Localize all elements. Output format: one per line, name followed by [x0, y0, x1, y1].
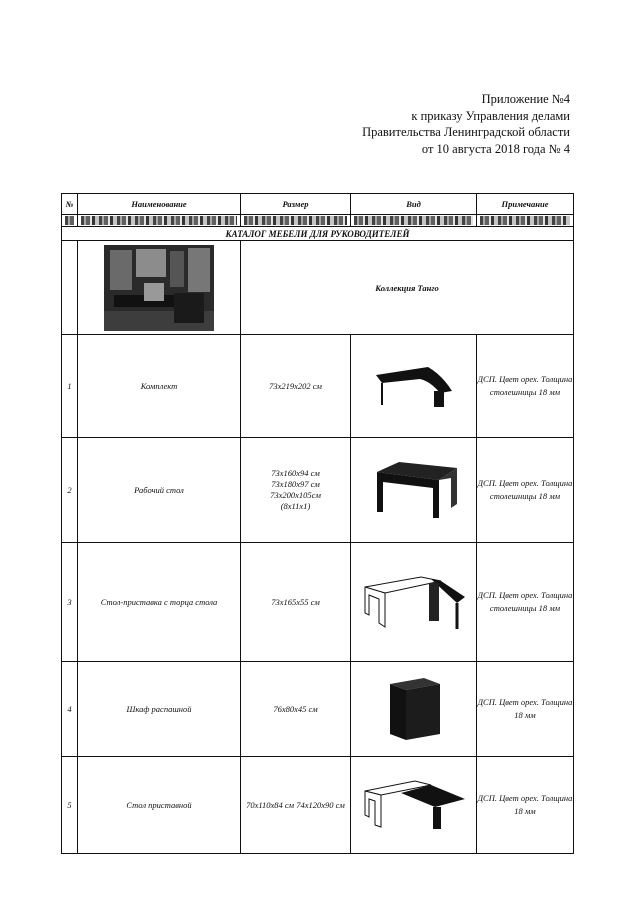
row-name: Комплект: [78, 335, 241, 438]
row-note: ДСП. Цвет орех. Толщина столешницы 18 мм: [477, 335, 574, 438]
row-number: 3: [62, 543, 78, 662]
row-view: [351, 543, 477, 662]
row-size: 73х219х202 см: [241, 335, 351, 438]
document-header: [362, 91, 570, 157]
row-size-line: 73х180х97 см: [271, 479, 320, 489]
side-table-icon: [361, 569, 467, 635]
row-size-line: 73х200х105см: [270, 490, 321, 500]
table-row: [62, 662, 574, 757]
scan-noise: [65, 216, 74, 225]
column-header-number: №: [62, 194, 78, 215]
header-line-1: Приложение №4: [481, 92, 570, 106]
row-number: 5: [62, 757, 78, 854]
row-size: 76х80х45 см: [241, 662, 351, 757]
collection-title: Коллекция Танго: [241, 241, 574, 335]
row-note: ДСП. Цвет орех. Толщина столешницы 18 мм: [477, 438, 574, 543]
row-view: [351, 335, 477, 438]
column-header-name: Наименование: [78, 194, 241, 215]
row-view: [351, 662, 477, 757]
scan-noise: [480, 216, 570, 225]
scan-noise: [244, 216, 347, 225]
scan-noise-row: [62, 215, 574, 227]
row-number: 2: [62, 438, 78, 543]
row-name: Шкаф распашной: [78, 662, 241, 757]
row-size: 73х165х55 см: [241, 543, 351, 662]
row-view: [351, 757, 477, 854]
column-header-note: Примечание: [477, 194, 574, 215]
row-note: ДСП. Цвет орех. Толщина 18 мм: [477, 757, 574, 854]
collection-photo: [104, 245, 214, 331]
section-title-row: [62, 227, 574, 241]
table-row: [62, 757, 574, 854]
row-size-line: (8х11х1): [280, 501, 311, 511]
header-line-2: к приказу Управления делами: [411, 108, 570, 123]
row-note: ДСП. Цвет орех. Толщина 18 мм: [477, 662, 574, 757]
row-number: 4: [62, 662, 78, 757]
row-name: Стол-приставка с торца стола: [78, 543, 241, 662]
table-header-row: [62, 194, 574, 215]
cabinet-icon: [384, 676, 444, 742]
scan-noise: [81, 216, 237, 225]
row-number: 1: [62, 335, 78, 438]
row-size: [241, 438, 351, 543]
section-title: КАТАЛОГ МЕБЕЛИ ДЛЯ РУКОВОДИТЕЛЕЙ: [62, 227, 574, 241]
extension-table-icon: [361, 777, 467, 833]
collection-row: [62, 241, 574, 335]
row-note: ДСП. Цвет орех. Толщина столешницы 18 мм: [477, 543, 574, 662]
column-header-size: Размер: [241, 194, 351, 215]
table-row: [62, 438, 574, 543]
table-row: [62, 543, 574, 662]
row-view: [351, 438, 477, 543]
header-line-4: от 10 августа 2018 года № 4: [421, 141, 570, 156]
desk-icon: [369, 458, 459, 522]
row-name: Рабочий стол: [78, 438, 241, 543]
row-size: 70х110х84 см 74х120х90 см: [241, 757, 351, 854]
header-line-3: Правительства Ленинградской области: [362, 125, 570, 139]
row-name: Стол приставной: [78, 757, 241, 854]
office-interior-photo-icon: [104, 245, 214, 331]
furniture-catalog-table: [61, 193, 574, 854]
table-row: [62, 335, 574, 438]
row-size-line: 73х160х94 см: [271, 468, 320, 478]
scan-noise: [354, 216, 473, 225]
column-header-view: Вид: [351, 194, 477, 215]
corner-desk-icon: [372, 361, 456, 411]
